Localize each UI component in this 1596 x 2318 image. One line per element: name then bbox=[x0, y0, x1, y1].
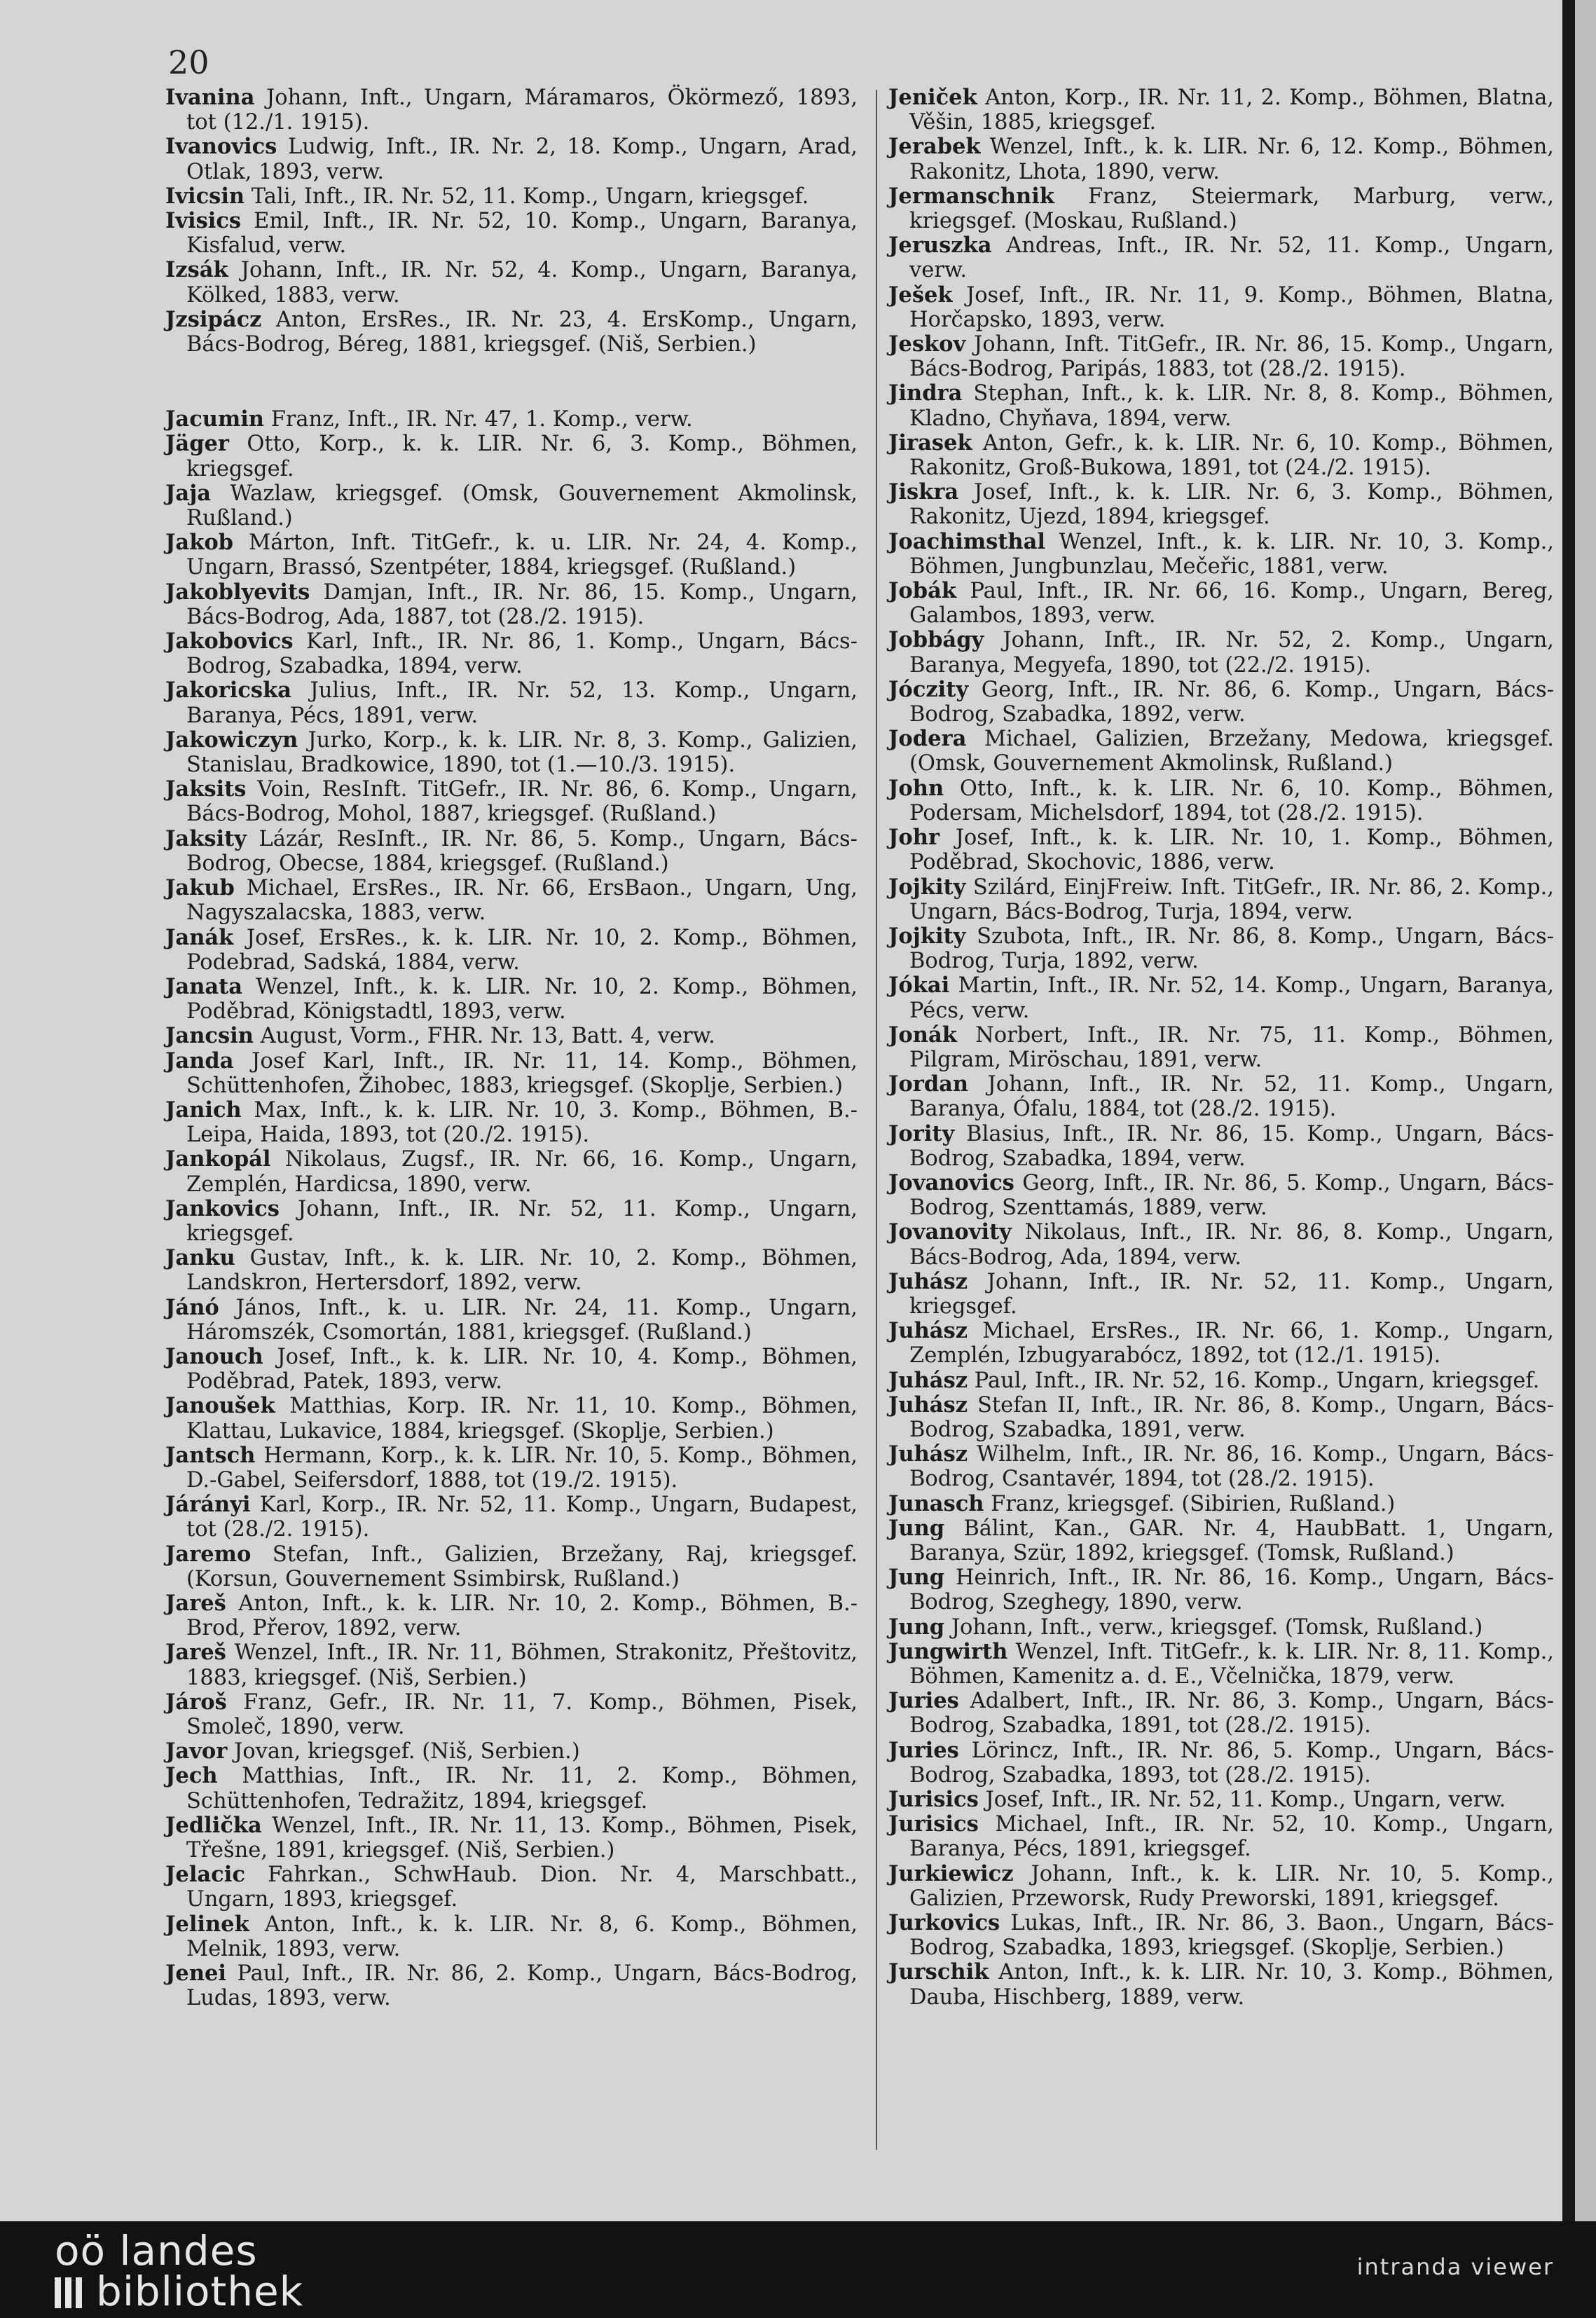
entry-surname: Jiskra bbox=[888, 479, 959, 505]
register-entry bbox=[888, 1220, 1554, 1269]
entry-details: Gustav, Inft., k. k. LIR. Nr. 10, 2. Komp., Böhmen, Landskron, Hertersdorf, 1892, verw. bbox=[186, 1246, 858, 1296]
entry-details: Stefan, Inft., Galizien, Brzežany, Raj, kriegsgef. (Korsun, Gouvernement Ssimbirsk, Rußland.) bbox=[186, 1542, 858, 1591]
entry-details: Martin, Inft., IR. Nr. 52, 14. Komp., Ungarn, Baranya, Pécs, verw. bbox=[909, 973, 1554, 1023]
entry-details: Otto, Korp., k. k. LIR. Nr. 6, 3. Komp., Böhmen, kriegsgef. bbox=[186, 432, 858, 481]
register-entry bbox=[888, 1492, 1554, 1516]
register-entry bbox=[165, 1345, 858, 1394]
entry-details: Stefan II, Inft., IR. Nr. 86, 8. Komp., Ungarn, Bács-Bodrog, Szabadka, 1891, verw. bbox=[909, 1392, 1554, 1442]
entry-details: Damjan, Inft., IR. Nr. 86, 15. Komp., Ungarn, Bács-Bodrog, Ada, 1887, tot (28./2. 1915). bbox=[186, 580, 858, 629]
entry-surname: Jaja bbox=[165, 480, 211, 506]
entry-surname: Juries bbox=[888, 1737, 959, 1763]
register-entry bbox=[888, 1072, 1554, 1121]
entry-details: Johann, Inft., IR. Nr. 52, 4. Komp., Ungarn, Baranya, Kölked, 1883, verw. bbox=[186, 258, 858, 308]
register-entry bbox=[165, 135, 858, 184]
entry-details: Johann, Inft., verw., kriegsgef. (Tomsk, Rußland.) bbox=[951, 1614, 1483, 1640]
register-entry bbox=[165, 1961, 858, 2010]
register-entry bbox=[888, 1122, 1554, 1171]
register-entry bbox=[888, 85, 1554, 135]
entry-details: Georg, Inft., IR. Nr. 86, 6. Komp., Ungarn, Bács-Bodrog, Szabadka, 1892, verw. bbox=[909, 677, 1554, 727]
entry-details: Hermann, Korp., k. k. LIR. Nr. 10, 5. Komp., Böhmen, D.-Gabel, Seifersdorf, 1888, tot (19./2. 1915). bbox=[186, 1443, 858, 1493]
register-entry bbox=[888, 1442, 1554, 1491]
entry-details: Anton, Gefr., k. k. LIR. Nr. 6, 10. Komp., Böhmen, Rakonitz, Groß-Bukowa, 1891, tot (24./2. 1915). bbox=[909, 430, 1554, 481]
entry-surname: Jaremo bbox=[165, 1541, 252, 1567]
register-entry bbox=[165, 1443, 858, 1493]
entry-details: Michael, Galizien, Brzežany, Medowa, kriegsgef. (Omsk, Gouvernement Akmolinsk, Rußland.) bbox=[909, 727, 1554, 776]
entry-surname: Jareš bbox=[165, 1640, 226, 1666]
entry-details: Stephan, Inft., k. k. LIR. Nr. 8, 8. Komp., Böhmen, Kladno, Chyňava, 1894, verw. bbox=[909, 381, 1554, 431]
entry-surname: Jancsin bbox=[165, 1023, 254, 1049]
register-entry bbox=[888, 283, 1554, 332]
entry-details: Johann, Inft., IR. Nr. 52, 2. Komp., Ungarn, Baranya, Megyefa, 1890, tot (22./2. 1915). bbox=[909, 628, 1554, 678]
entry-details: Tali, Inft., IR. Nr. 52, 11. Komp., Ungarn, kriegsgef. bbox=[251, 184, 809, 209]
entry-details: Paul, Inft., IR. Nr. 66, 16. Komp., Ungarn, Bereg, Galambos, 1893, verw. bbox=[909, 579, 1554, 629]
register-entry bbox=[888, 431, 1554, 480]
entry-details: Bálint, Kan., GAR. Nr. 4, HaubBatt. 1, Ungarn, Baranya, Szür, 1892, kriegsgef. (Tomsk, Rußland.) bbox=[909, 1516, 1554, 1565]
entry-details: Johann, Inft., IR. Nr. 52, 11. Komp., Ungarn, Baranya, Ófalu, 1884, tot (28./2. 1915). bbox=[909, 1072, 1555, 1122]
entry-surname: Jindra bbox=[888, 380, 963, 406]
entry-surname: Juhász bbox=[888, 1392, 968, 1418]
entry-surname: Juhász bbox=[888, 1367, 968, 1393]
entry-details: Anton, Inft., k. k. LIR. Nr. 10, 3. Komp., Böhmen, Dauba, Hischberg, 1889, verw. bbox=[909, 1960, 1554, 2010]
register-entry bbox=[165, 308, 858, 357]
entry-details: Josef, ErsRes., k. k. LIR. Nr. 10, 2. Komp., Böhmen, Podebrad, Sadská, 1884, verw. bbox=[186, 925, 858, 975]
register-entry bbox=[165, 1147, 858, 1196]
register-entry bbox=[165, 481, 858, 530]
entry-details: Lukas, Inft., IR. Nr. 86, 3. Baon., Ungarn, Bács-Bodrog, Szabadka, 1893, kriegsgef. (Skoplje, Serbien.) bbox=[909, 1911, 1554, 1961]
entry-details: Márton, Inft. TitGefr., k. u. LIR. Nr. 24, 4. Komp., Ungarn, Brassó, Szentpéter, 1884, kriegsgef. (Rußland.) bbox=[186, 530, 858, 580]
register-entry bbox=[888, 628, 1554, 677]
register-entry bbox=[165, 1813, 858, 1863]
entry-surname: Jakoricska bbox=[165, 678, 291, 704]
register-entry bbox=[165, 678, 858, 727]
entry-surname: John bbox=[888, 775, 944, 801]
entry-details: Wenzel, Inft., IR. Nr. 11, 13. Komp., Böhmen, Pisek, Třešne, 1891, kriegsgef. (Niš, Serbien.) bbox=[186, 1813, 858, 1863]
entry-details: Franz, kriegsgef. (Sibirien, Rußland.) bbox=[991, 1491, 1396, 1516]
entry-surname: Jenei bbox=[165, 1961, 227, 1987]
entry-surname: Juries bbox=[888, 1688, 959, 1714]
entry-surname: Jodera bbox=[888, 726, 967, 752]
register-entry bbox=[165, 926, 858, 975]
register-entry bbox=[165, 1764, 858, 1813]
entry-surname: Janák bbox=[165, 924, 234, 950]
entry-details: Josef Karl, Inft., IR. Nr. 11, 14. Komp., Böhmen, Schüttenhofen, Žihobec, 1883, kriegsgef. (Skoplje, Serbien.) bbox=[186, 1048, 858, 1098]
entry-details: Anton, Inft., k. k. LIR. Nr. 8, 6. Komp., Böhmen, Melnik, 1893, verw. bbox=[186, 1912, 858, 1961]
entry-details: Anton, ErsRes., IR. Nr. 23, 4. ErsKomp., Ungarn, Bács-Bodrog, Béreg, 1881, kriegsgef. (Niš, Serbien.) bbox=[186, 307, 858, 357]
entry-surname: Junasch bbox=[888, 1490, 984, 1516]
register-entry bbox=[888, 381, 1554, 430]
entry-surname: Janoušek bbox=[165, 1393, 275, 1419]
register-entry bbox=[165, 1863, 858, 1912]
register-entry bbox=[888, 875, 1554, 924]
register-entry bbox=[165, 728, 858, 777]
left-column bbox=[165, 85, 858, 2010]
register-entry bbox=[165, 258, 858, 307]
entry-surname: Jelacic bbox=[165, 1862, 245, 1888]
entry-details: Johann, Inft., k. k. LIR. Nr. 10, 5. Komp., Galizien, Przeworsk, Rudy Preworski, 1891, kriegsgef. bbox=[909, 1861, 1554, 1911]
entry-surname: Jojkity bbox=[888, 923, 966, 949]
entry-details: Fahrkan., SchwHaub. Dion. Nr. 4, Marschbatt., Ungarn, 1893, kriegsgef. bbox=[186, 1863, 858, 1912]
library-logo-line1: oö landes bbox=[55, 2227, 258, 2275]
register-entry bbox=[165, 1049, 858, 1098]
entry-surname: Jovanovity bbox=[888, 1219, 1012, 1245]
register-entry bbox=[165, 1591, 858, 1640]
register-entry bbox=[165, 1690, 858, 1739]
register-entry bbox=[888, 1788, 1554, 1812]
register-entry bbox=[165, 530, 858, 580]
entry-details: Johann, Inft., Ungarn, Máramaros, Ökörmező, 1893, tot (12./1. 1915). bbox=[186, 85, 858, 135]
entry-surname: Ivisics bbox=[165, 208, 242, 234]
entry-surname: Janku bbox=[165, 1245, 235, 1271]
register-entry bbox=[888, 1319, 1554, 1368]
entry-surname: Janda bbox=[165, 1048, 234, 1074]
entry-details: Szilárd, EinjFreiw. Inft. TitGefr., IR. Nr. 86, 2. Komp., Ungarn, Bács-Bodrog, Turja, 1894, verw. bbox=[909, 875, 1555, 924]
entry-details: Franz, Gefr., IR. Nr. 11, 7. Komp., Böhmen, Pisek, Smoleč, 1890, verw. bbox=[186, 1689, 858, 1739]
register-entry bbox=[888, 1369, 1554, 1393]
register-entry bbox=[888, 579, 1554, 628]
entry-surname: Jeskov bbox=[888, 331, 966, 357]
register-entry bbox=[888, 1640, 1554, 1689]
register-entry bbox=[888, 480, 1554, 529]
register-entry bbox=[165, 432, 858, 481]
entry-surname: Jakowiczyn bbox=[165, 727, 298, 753]
entry-details: Michael, ErsRes., IR. Nr. 66, ErsBaon., Ungarn, Ung, Nagyszalacska, 1883, verw. bbox=[186, 876, 858, 926]
entry-surname: Jung bbox=[888, 1614, 945, 1640]
entry-details: Otto, Inft., k. k. LIR. Nr. 6, 10. Komp., Böhmen, Podersam, Michelsdorf, 1894, tot (28./2. 1915). bbox=[909, 776, 1554, 825]
entry-surname: Jurkovics bbox=[888, 1910, 1000, 1936]
entry-details: Josef, Inft., k. k. LIR. Nr. 6, 3. Komp., Böhmen, Rakonitz, Ujezd, 1894, kriegsgef. bbox=[909, 480, 1554, 530]
entry-surname: Jority bbox=[888, 1120, 955, 1146]
register-entry bbox=[888, 184, 1554, 233]
entry-surname: Jedlička bbox=[165, 1812, 262, 1838]
entry-surname: Jankovics bbox=[165, 1195, 280, 1221]
entry-details: Anton, Inft., k. k. LIR. Nr. 10, 2. Komp., Böhmen, B.-Brod, Přerov, 1892, verw. bbox=[186, 1591, 858, 1641]
register-entry bbox=[165, 629, 858, 678]
entry-surname: Johr bbox=[888, 825, 940, 851]
entry-details: Nikolaus, Inft., IR. Nr. 86, 8. Komp., Ungarn, Bács-Bodrog, Ada, 1894, verw. bbox=[909, 1220, 1554, 1270]
entry-surname: Jelinek bbox=[165, 1911, 249, 1937]
entry-details: Lörincz, Inft., IR. Nr. 86, 5. Komp., Ungarn, Bács-Bodrog, Szabadka, 1893, tot (28./2. 1915). bbox=[909, 1738, 1554, 1788]
entry-details: Anton, Korp., IR. Nr. 11, 2. Komp., Böhmen, Blatna, Věšin, 1885, kriegsgef. bbox=[909, 85, 1554, 135]
entry-details: Johann, Inft. TitGefr., IR. Nr. 86, 15. Komp., Ungarn, Bács-Bodrog, Paripás, 1883, tot (28./2. 1915). bbox=[909, 332, 1554, 382]
entry-surname: Javor bbox=[165, 1738, 228, 1764]
entry-surname: Jzsipácz bbox=[165, 306, 262, 332]
library-logo-line2 bbox=[55, 2268, 303, 2315]
entry-surname: Joachimsthal bbox=[888, 528, 1045, 554]
entry-details: Matthias, Korp. IR. Nr. 11, 10. Komp., Böhmen, Klattau, Lukavice, 1884, kriegsgef. (Skoplje, Serbien.) bbox=[186, 1394, 858, 1443]
register-entry bbox=[888, 1270, 1554, 1319]
entry-surname: Jerabek bbox=[888, 134, 981, 160]
entry-details: Wenzel, Inft., k. k. LIR. Nr. 10, 2. Komp., Böhmen, Poděbrad, Königstadtl, 1893, verw. bbox=[186, 974, 858, 1024]
register-entry bbox=[165, 1024, 858, 1048]
entry-surname: Jóczity bbox=[888, 676, 969, 702]
register-entry bbox=[888, 1862, 1554, 1911]
entry-details: Nikolaus, Zugsf., IR. Nr. 66, 16. Komp., Ungarn, Zemplén, Hardicsa, 1890, verw. bbox=[186, 1147, 858, 1197]
entry-details: Jurko, Korp., k. k. LIR. Nr. 8, 3. Komp., Galizien, Stanislau, Bradkowice, 1890, tot (1.—10./3. 1915). bbox=[186, 727, 858, 778]
entry-surname: Jojkity bbox=[888, 874, 966, 900]
entry-details: Wenzel, Inft., IR. Nr. 11, Böhmen, Strakonitz, Přeštovitz, 1883, kriegsgef. (Niš, Serbien.) bbox=[186, 1640, 858, 1690]
entry-details: Josef, Inft., k. k. LIR. Nr. 10, 4. Komp., Böhmen, Poděbrad, Patek, 1893, verw. bbox=[186, 1344, 858, 1394]
entry-details: Wilhelm, Inft., IR. Nr. 86, 16. Komp., Ungarn, Bács-Bodrog, Csantavér, 1894, tot (28./2. 1915). bbox=[909, 1442, 1554, 1492]
entry-details: Julius, Inft., IR. Nr. 52, 13. Komp., Ungarn, Baranya, Pécs, 1891, verw. bbox=[186, 678, 858, 728]
entry-surname: Jung bbox=[888, 1565, 945, 1591]
entry-details: Michael, Inft., IR. Nr. 52, 10. Komp., Ungarn, Baranya, Pécs, 1891, kriegsgef. bbox=[909, 1812, 1554, 1862]
register-entry bbox=[165, 85, 858, 135]
viewer-label: intranda viewer bbox=[1356, 2254, 1554, 2280]
entry-surname: Jaksits bbox=[165, 776, 247, 802]
next-page-edge bbox=[1562, 0, 1596, 2221]
register-entry bbox=[165, 1912, 858, 1961]
entry-details: Jovan, kriegsgef. (Niš, Serbien.) bbox=[234, 1739, 580, 1764]
entry-surname: Jirasek bbox=[888, 430, 972, 455]
register-entry bbox=[888, 678, 1554, 727]
library-logo-text: bibliothek bbox=[96, 2268, 304, 2315]
register-entry bbox=[888, 1393, 1554, 1442]
register-entry bbox=[888, 825, 1554, 875]
entry-details: Paul, Inft., IR. Nr. 86, 2. Komp., Ungarn, Bács-Bodrog, Ludas, 1893, verw. bbox=[186, 1961, 858, 2011]
entry-surname: Jurisics bbox=[888, 1811, 979, 1837]
entry-details: János, Inft., k. u. LIR. Nr. 24, 11. Komp., Ungarn, Háromszék, Csomortán, 1881, kriegsgef. (Rußland.) bbox=[186, 1295, 858, 1345]
entry-details: Heinrich, Inft., IR. Nr. 86, 16. Komp., Ungarn, Bács-Bodrog, Szeghegy, 1890, verw. bbox=[909, 1565, 1555, 1615]
entry-details: Adalbert, Inft., IR. Nr. 86, 3. Komp., Ungarn, Bács-Bodrog, Szabadka, 1891, tot (28./2. 1915). bbox=[909, 1689, 1554, 1738]
entry-details: Josef, Inft., IR. Nr. 11, 9. Komp., Böhmen, Blatna, Horčapsko, 1893, verw. bbox=[909, 282, 1555, 332]
entry-details: Wenzel, Inft. TitGefr., k. k. LIR. Nr. 8, 11. Komp., Böhmen, Kamenitz a. d. E., Včelnička, 1879, verw. bbox=[909, 1639, 1554, 1689]
entry-details: Andreas, Inft., IR. Nr. 52, 11. Komp., Ungarn, verw. bbox=[909, 233, 1554, 283]
entry-details: Lázár, ResInft., IR. Nr. 86, 5. Komp., Ungarn, Bács-Bodrog, Obecse, 1884, kriegsgef. (Rußland.) bbox=[186, 826, 858, 876]
entry-surname: Izsák bbox=[165, 257, 228, 283]
right-column bbox=[888, 85, 1554, 2010]
entry-surname: Jankopál bbox=[165, 1146, 271, 1172]
entry-details: Josef, Inft., IR. Nr. 52, 11. Komp., Ungarn, verw. bbox=[985, 1788, 1506, 1813]
register-entry bbox=[165, 1739, 858, 1764]
entry-surname: Jeruszka bbox=[888, 233, 992, 259]
entry-surname: Jech bbox=[165, 1763, 218, 1789]
entry-surname: Janich bbox=[165, 1097, 242, 1123]
register-entry bbox=[888, 973, 1554, 1022]
entry-details: Michael, ErsRes., IR. Nr. 66, 1. Komp., Ungarn, Zemplén, Izbugyarabócz, 1892, tot (12./1. 1915). bbox=[909, 1319, 1554, 1369]
entry-surname: Jurisics bbox=[888, 1787, 979, 1813]
entry-surname: Jakub bbox=[165, 875, 235, 901]
register-entry bbox=[165, 777, 858, 826]
entry-surname: Jantsch bbox=[165, 1442, 256, 1468]
entry-surname: Juhász bbox=[888, 1268, 968, 1294]
entry-surname: Jäger bbox=[165, 431, 229, 457]
register-entry bbox=[888, 1023, 1554, 1072]
entry-surname: Ivanina bbox=[165, 85, 255, 110]
library-logo-bars-icon bbox=[55, 2268, 86, 2315]
entry-details: August, Vorm., FHR. Nr. 13, Batt. 4, verw. bbox=[260, 1024, 715, 1049]
entry-details: Wazlaw, kriegsgef. (Omsk, Gouvernement Akmolinsk, Rußland.) bbox=[186, 481, 858, 531]
entry-details: Josef, Inft., k. k. LIR. Nr. 10, 1. Komp., Böhmen, Poděbrad, Skochovic, 1886, verw. bbox=[909, 825, 1554, 875]
register-entry bbox=[888, 135, 1554, 184]
entry-surname: Juhász bbox=[888, 1318, 968, 1344]
entry-details: Emil, Inft., IR. Nr. 52, 10. Komp., Ungarn, Baranya, Kisfalud, verw. bbox=[186, 209, 858, 259]
entry-details: Ludwig, Inft., IR. Nr. 2, 18. Komp., Ungarn, Arad, Otlak, 1893, verw. bbox=[186, 135, 858, 184]
register-entry bbox=[888, 530, 1554, 579]
register-entry bbox=[888, 1738, 1554, 1788]
page-number: 20 bbox=[168, 43, 209, 81]
register-entry bbox=[888, 1812, 1554, 1861]
entry-details: Wenzel, Inft., k. k. LIR. Nr. 6, 12. Komp., Böhmen, Rakonitz, Lhota, 1890, verw. bbox=[909, 135, 1554, 184]
section-gap bbox=[165, 357, 858, 407]
register-entry bbox=[888, 1565, 1554, 1614]
register-entry bbox=[165, 1197, 858, 1246]
entry-surname: Jároš bbox=[165, 1689, 227, 1715]
register-entry bbox=[888, 1911, 1554, 1960]
entry-surname: Jobbágy bbox=[888, 627, 984, 653]
entry-surname: Jareš bbox=[165, 1590, 226, 1616]
register-entry bbox=[888, 1171, 1554, 1220]
register-entry bbox=[888, 776, 1554, 825]
entry-surname: Jakoblyevits bbox=[165, 579, 310, 605]
entry-surname: Jacumin bbox=[165, 406, 264, 432]
register-entry bbox=[165, 580, 858, 629]
entry-surname: Járányi bbox=[165, 1492, 251, 1518]
entry-details: Szubota, Inft., IR. Nr. 86, 8. Komp., Ungarn, Bács-Bodrog, Turja, 1892, verw. bbox=[909, 924, 1554, 974]
entry-details: Franz, Inft., IR. Nr. 47, 1. Komp., verw. bbox=[270, 407, 693, 432]
entry-surname: Jovanovics bbox=[888, 1170, 1014, 1195]
column-divider bbox=[876, 90, 877, 2150]
register-entry bbox=[165, 407, 858, 432]
entry-details: Johann, Inft., IR. Nr. 52, 11. Komp., Ungarn, kriegsgef. bbox=[186, 1196, 858, 1246]
register-entry bbox=[165, 1098, 858, 1147]
register-entry bbox=[165, 827, 858, 876]
entry-surname: Jeniček bbox=[888, 85, 977, 110]
entry-details: Franz, Steiermark, Marburg, verw., kriegsgef. (Moskau, Rußland.) bbox=[909, 184, 1554, 234]
register-entry bbox=[165, 876, 858, 925]
register-entry bbox=[165, 975, 858, 1024]
entry-details: Voin, ResInft. TitGefr., IR. Nr. 86, 6. Komp., Ungarn, Bács-Bodrog, Mohol, 1887, kriegsgef. (Rußland.) bbox=[186, 777, 858, 827]
entry-details: Blasius, Inft., IR. Nr. 86, 15. Komp., Ungarn, Bács-Bodrog, Szabadka, 1894, verw. bbox=[909, 1121, 1554, 1171]
register-entry bbox=[888, 1689, 1554, 1738]
register-entry bbox=[888, 1516, 1554, 1565]
register-entry bbox=[165, 209, 858, 258]
entry-details: Johann, Inft., IR. Nr. 52, 11. Komp., Ungarn, kriegsgef. bbox=[909, 1269, 1554, 1319]
register-entry bbox=[165, 1246, 858, 1295]
entry-details: Matthias, Inft., IR. Nr. 11, 2. Komp., Böhmen, Schüttenhofen, Tedražitz, 1894, kriegsgef. bbox=[186, 1764, 858, 1813]
register-entry bbox=[165, 1296, 858, 1345]
entry-details: Georg, Inft., IR. Nr. 86, 5. Komp., Ungarn, Bács-Bodrog, Szenttamás, 1889, verw. bbox=[909, 1170, 1554, 1221]
entry-details: Karl, Inft., IR. Nr. 86, 1. Komp., Ungarn, Bács-Bodrog, Szabadka, 1894, verw. bbox=[186, 629, 858, 679]
entry-surname: Jermanschnik bbox=[888, 183, 1054, 209]
entry-surname: Jurkiewicz bbox=[888, 1860, 1014, 1886]
entry-surname: Ješek bbox=[888, 282, 953, 308]
entry-details: Karl, Korp., IR. Nr. 52, 11. Komp., Ungarn, Budapest, tot (28./2. 1915). bbox=[186, 1493, 858, 1542]
entry-surname: Juhász bbox=[888, 1441, 968, 1467]
entry-details: Paul, Inft., IR. Nr. 52, 16. Komp., Ungarn, kriegsgef. bbox=[974, 1368, 1540, 1393]
entry-surname: Jaksity bbox=[165, 825, 247, 851]
register-entry bbox=[888, 924, 1554, 973]
entry-surname: Janata bbox=[165, 973, 242, 999]
entry-surname: Jókai bbox=[888, 973, 950, 999]
register-entry bbox=[888, 1615, 1554, 1640]
entry-surname: Jurschik bbox=[888, 1959, 989, 1985]
entry-surname: Jakob bbox=[165, 530, 233, 556]
entry-surname: Jánó bbox=[165, 1294, 219, 1320]
entry-surname: Jungwirth bbox=[888, 1638, 1008, 1664]
register-entry bbox=[888, 727, 1554, 776]
entry-surname: Jobák bbox=[888, 578, 956, 604]
viewer-footer bbox=[0, 2221, 1596, 2318]
register-entry bbox=[165, 1542, 858, 1591]
register-entry bbox=[888, 332, 1554, 381]
entry-surname: Ivanovics bbox=[165, 134, 277, 160]
register-entry bbox=[165, 184, 858, 209]
entry-surname: Jakobovics bbox=[165, 629, 294, 654]
entry-surname: Jung bbox=[888, 1515, 945, 1541]
entry-surname: Jonák bbox=[888, 1022, 957, 1048]
entry-details: Max, Inft., k. k. LIR. Nr. 10, 3. Komp., Böhmen, B.-Leipa, Haida, 1893, tot (20./2. 1915). bbox=[186, 1097, 858, 1148]
entry-surname: Jordan bbox=[888, 1071, 969, 1097]
register-entry bbox=[165, 1640, 858, 1689]
register-entry bbox=[165, 1394, 858, 1443]
entry-surname: Ivicsin bbox=[165, 183, 245, 209]
entry-surname: Janouch bbox=[165, 1343, 263, 1369]
register-entry bbox=[888, 233, 1554, 282]
register-entry bbox=[888, 1960, 1554, 2009]
register-entry bbox=[165, 1493, 858, 1542]
entry-details: Norbert, Inft., IR. Nr. 75, 11. Komp., Böhmen, Pilgram, Miröschau, 1891, verw. bbox=[909, 1022, 1554, 1072]
entry-details: Wenzel, Inft., k. k. LIR. Nr. 10, 3. Komp., Böhmen, Jungbunzlau, Mečeřic, 1881, verw. bbox=[909, 529, 1554, 579]
